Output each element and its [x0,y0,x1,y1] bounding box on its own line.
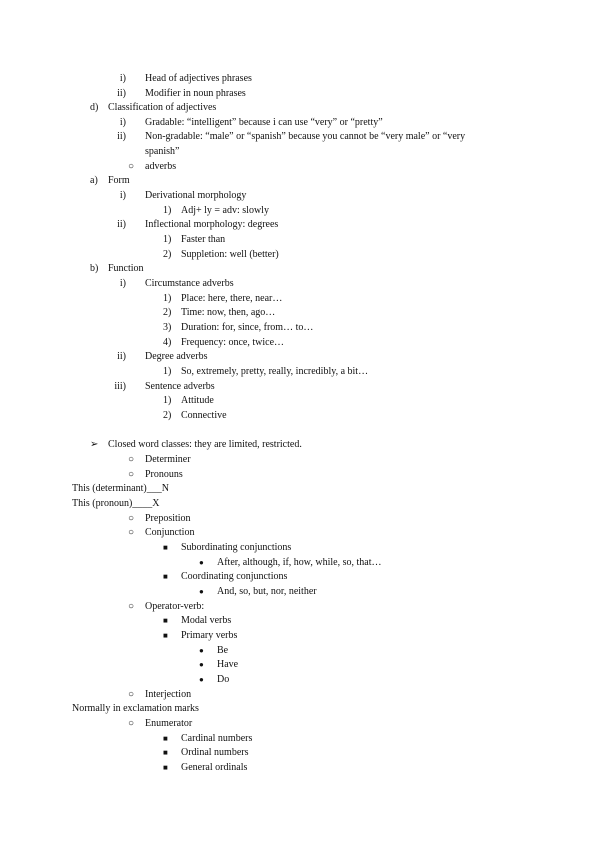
list-marker: ii) [117,219,126,230]
list-marker: 1) [163,234,172,245]
list-text: Faster than [181,234,226,245]
list-marker: 1) [163,293,172,304]
dot-bullet-icon: ● [199,558,204,567]
list-marker: a) [90,175,98,186]
circle-bullet-icon: ○ [128,469,135,480]
list-text: And, so, but, nor, neither [217,586,317,597]
list-text-continuation: spanish” [145,146,180,157]
circle-bullet-icon: ○ [128,689,135,700]
list-text: After, although, if, how, while, so, that… [217,557,382,568]
list-text: Connective [181,410,227,421]
list-text: Time: now, then, ago… [181,307,276,318]
square-bullet-icon: ■ [163,763,168,772]
list-marker: 1) [163,205,172,216]
list-marker: ii) [117,351,126,362]
square-bullet-icon: ■ [163,748,168,757]
list-marker: ii) [117,88,126,99]
list-text: Enumerator [145,718,193,729]
circle-bullet-icon: ○ [128,454,135,465]
list-marker: 2) [163,410,172,421]
list-text: Frequency: once, twice… [181,337,285,348]
list-marker: i) [119,190,126,201]
list-text: Place: here, there, near… [181,293,283,304]
list-text: Coordinating conjunctions [181,571,288,582]
list-marker: d) [90,102,99,113]
list-text: Classification of adjectives [108,102,217,113]
list-marker: ii) [117,131,126,142]
list-text: adverbs [145,161,177,172]
circle-bullet-icon: ○ [128,527,135,538]
list-text: Inflectional morphology: degrees [145,219,279,230]
note-line: This (pronoun)____X [72,498,160,509]
list-text: Closed word classes: they are limited, restricted. [108,439,302,450]
list-text: Derivational morphology [145,190,247,201]
dot-bullet-icon: ● [199,587,204,596]
list-text: Head of adjectives phrases [145,73,252,84]
circle-bullet-icon: ○ [128,161,135,172]
list-text: Circumstance adverbs [145,278,234,289]
list-text: Determiner [145,454,191,465]
list-text: Non-gradable: “male” or “spanish” because you cannot be “very male” or “very [145,131,466,142]
list-marker: 2) [163,249,172,260]
list-marker: 3) [163,322,172,333]
square-bullet-icon: ■ [163,734,168,743]
list-text: Interjection [145,689,192,700]
list-text: Subordinating conjunctions [181,542,292,553]
note-line: Normally in exclamation marks [72,703,199,714]
list-text: Cardinal numbers [181,733,253,744]
list-marker: 1) [163,395,172,406]
list-text: Function [108,263,144,274]
list-text: Attitude [181,395,214,406]
list-text: Duration: for, since, from… to… [181,322,314,333]
list-text: Degree adverbs [145,351,208,362]
list-marker: i) [119,117,126,128]
circle-bullet-icon: ○ [128,601,135,612]
list-marker: 1) [163,366,172,377]
list-marker: 2) [163,307,172,318]
list-text: Preposition [145,513,191,524]
dot-bullet-icon: ● [199,646,204,655]
dot-bullet-icon: ● [199,675,204,684]
list-marker: i) [119,278,126,289]
circle-bullet-icon: ○ [128,513,135,524]
list-text: Do [217,674,230,685]
list-text: General ordinals [181,762,248,773]
list-text: Ordinal numbers [181,747,249,758]
list-text: Form [108,175,130,186]
arrow-bullet-icon: ➢ [90,439,99,450]
list-text: Sentence adverbs [145,381,215,392]
list-text: Modifier in noun phrases [145,88,246,99]
list-text: Modal verbs [181,615,232,626]
list-marker: b) [90,263,99,274]
list-marker: 4) [163,337,172,348]
note-line: This (determinant)___N [72,483,169,494]
square-bullet-icon: ■ [163,616,168,625]
list-text: Be [217,645,229,656]
list-text: Operator-verb: [145,601,205,612]
list-text: Suppletion: well (better) [181,249,279,260]
square-bullet-icon: ■ [163,572,168,581]
list-text: Adj+ ly = adv: slowly [181,205,269,216]
square-bullet-icon: ■ [163,631,168,640]
dot-bullet-icon: ● [199,660,204,669]
list-marker: iii) [114,381,126,392]
list-text: So, extremely, pretty, really, incredibly, a bit… [181,366,369,377]
list-text: Gradable: “intelligent” because i can use “very” or “pretty” [145,117,383,128]
circle-bullet-icon: ○ [128,718,135,729]
list-marker: i) [119,73,126,84]
list-text: Pronouns [145,469,183,480]
list-text: Have [217,659,239,670]
square-bullet-icon: ■ [163,543,168,552]
list-text: Conjunction [145,527,195,538]
list-text: Primary verbs [181,630,238,641]
